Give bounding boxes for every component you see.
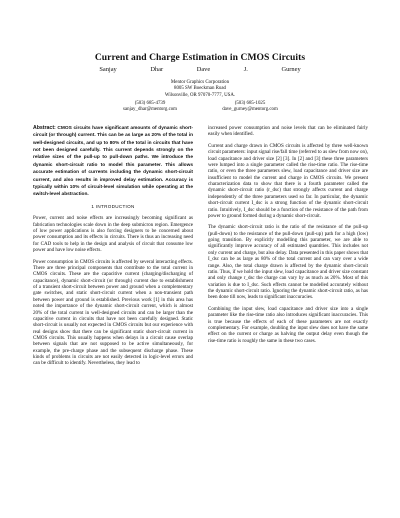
body-paragraph: Power consumption in CMOS circuits is affected by several interacting effects. There are three principal components that contribute to the total current in CMOS circuits. These are the capacitive current (charging/discharging of capacitance), dynamic short-circuit (or through) current due to establishment of a transient short-circuit between power and ground when a complementary gate switches, and static short-circuit current when a non-transient path between power and ground is established. Previous work [1] in this area has noted the importance of the dynamic short-circuit current, which is almost 20% of the total current in well-designed circuits and can be larger than the capacitive current in circuits that have not been carefully designed. Static short-circuit is usually not expected in CMOS circuits but our experience with real designs show that there can be significant static short-circuit current in CMOS circuits. This usually happens when delays in a circuit cause overlap between signals that are not supposed to be active simultaneously, for example, the pre-charge phase and the subsequent discharge phase. These kinds of problems in circuits are not easily detected in logic-level errors and can be difficult to identify. Nevertheless, they lead to — [33, 258, 193, 367]
email-address: sanjay_dhar@mentorg.com — [123, 107, 177, 113]
abstract — [33, 125, 193, 199]
body-paragraph: Combining the input slew, load capacitance and driver size into a single parameter like the rise-time ratio also introduces significant inaccuracies. This is true because the effects of each of these parameters are not exactly complementary. For example, doubling the input slew does not have the same effect on the current or charge as halving the output delay even though the rise-time ratio is roughly the same in these two cases. — [208, 305, 368, 344]
affiliation-line: 8005 SW Boeckman Road — [174, 86, 226, 92]
affiliation-block — [0, 80, 400, 99]
left-column — [33, 125, 193, 372]
affiliation-line: Mentor Graphics Corporation — [170, 80, 230, 85]
abstract-text: CMOS circuits have significant amounts of dynamic short-circuit (or through) current. This can be as large as 20% of the total in well-designed circuits, and up to 80% of the total in circuits that have not been designed carefully. This current depends strongly on the relative sizes of the pull-up to pull-down paths. We introduce the dynamic short-circuit ratio to model this parameter. This allows accurate estimation of currents including the dynamic short-circuit current, and also results in improved delay estimation. Accuracy is typically within 10% of circuit-level simulation while operating at the switch-level abstraction. — [33, 126, 193, 198]
contact-block — [190, 101, 310, 114]
affiliation-line: Wilsonville, OR 97070-7777, USA. — [164, 92, 236, 98]
author-line — [0, 66, 400, 73]
abstract-label: Abstract: — [33, 125, 56, 131]
body-paragraph: Power, current and noise effects are increasingly becoming significant as fabrication technologies scale down in the deep submicron region. Emergence of low power applications is also forcing designers to be concerned about power consumption and its effects in circuits. There is thus an increasing need for CAD tools to help in the design and analysis of circuit that consume low power and have low noise effects. — [33, 215, 193, 254]
author-name: Dave J. Gurney — [196, 66, 301, 73]
email-address: dave_gurney@mentorg.com — [222, 107, 278, 113]
body-paragraph: increased power consumption and noise levels that can be eliminated fairly easily when identified. — [208, 125, 368, 138]
author-name: Sanjay Dhar — [99, 66, 164, 73]
paper-title: Current and Charge Estimation in CMOS Circuits — [94, 52, 306, 63]
phone-number: (503) 685-1025 — [234, 101, 266, 106]
section-heading: 1 INTRODUCTION — [91, 204, 135, 210]
right-column — [208, 125, 368, 349]
body-paragraph: Current and charge drawn in CMOS circuits is affected by three well-known circuit parameters: input signal rise/fall time (referred to as slew from now on), load capacitance and driver size [2] [3]. In [2] and [3] these three parameters were lumped into a single parameter called the rise-time ratio. The rise-time ratio, or even the three parameters slew, load capacitance and driver size are insufficient to model the current and charge in CMOS circuits. We present characterization data to show that there is a fourth parameter called the dynamic short-circuit ratio (r_dsc) that strongly affects current and charge independently of the three parameters used so far. In particular, the dynamic short-circuit current I_dsc is a strong function of the dynamic short-circuit ratio. Intuitively, I_dsc should be a function of the resistance of the path from power to ground formed during a dynamic short-circuit. — [208, 142, 368, 219]
phone-number: (503) 685-4739 — [134, 101, 166, 106]
body-paragraph: The dynamic short-circuit ratio is the ratio of the resistance of the pull-up (pull-down) to the resistance of the pull-down (pull-up) path for a high (low) going transition. By explicitly modelling this parameter, we are able to significantly improve accuracy of all estimated quantities. This includes not only current and charge, but also delay. Data presented in this paper shows that I_dsc can be as large as 80% of the total current and can vary over a wide range. Also, the total charge drawn is affected by the dynamic short-circuit ratio. Thus, if we hold the input slew, load capacitance and driver size constant and only change r_dsc the charge can vary by as much as 20%. Most of this variation is due to I_dsc. Such effects cannot be modelled accurately without the dynamic short-circuit ratio. Ignoring the dynamic short-circuit ratio, as has been done till now, leads to significant inaccuracies. — [208, 224, 368, 301]
